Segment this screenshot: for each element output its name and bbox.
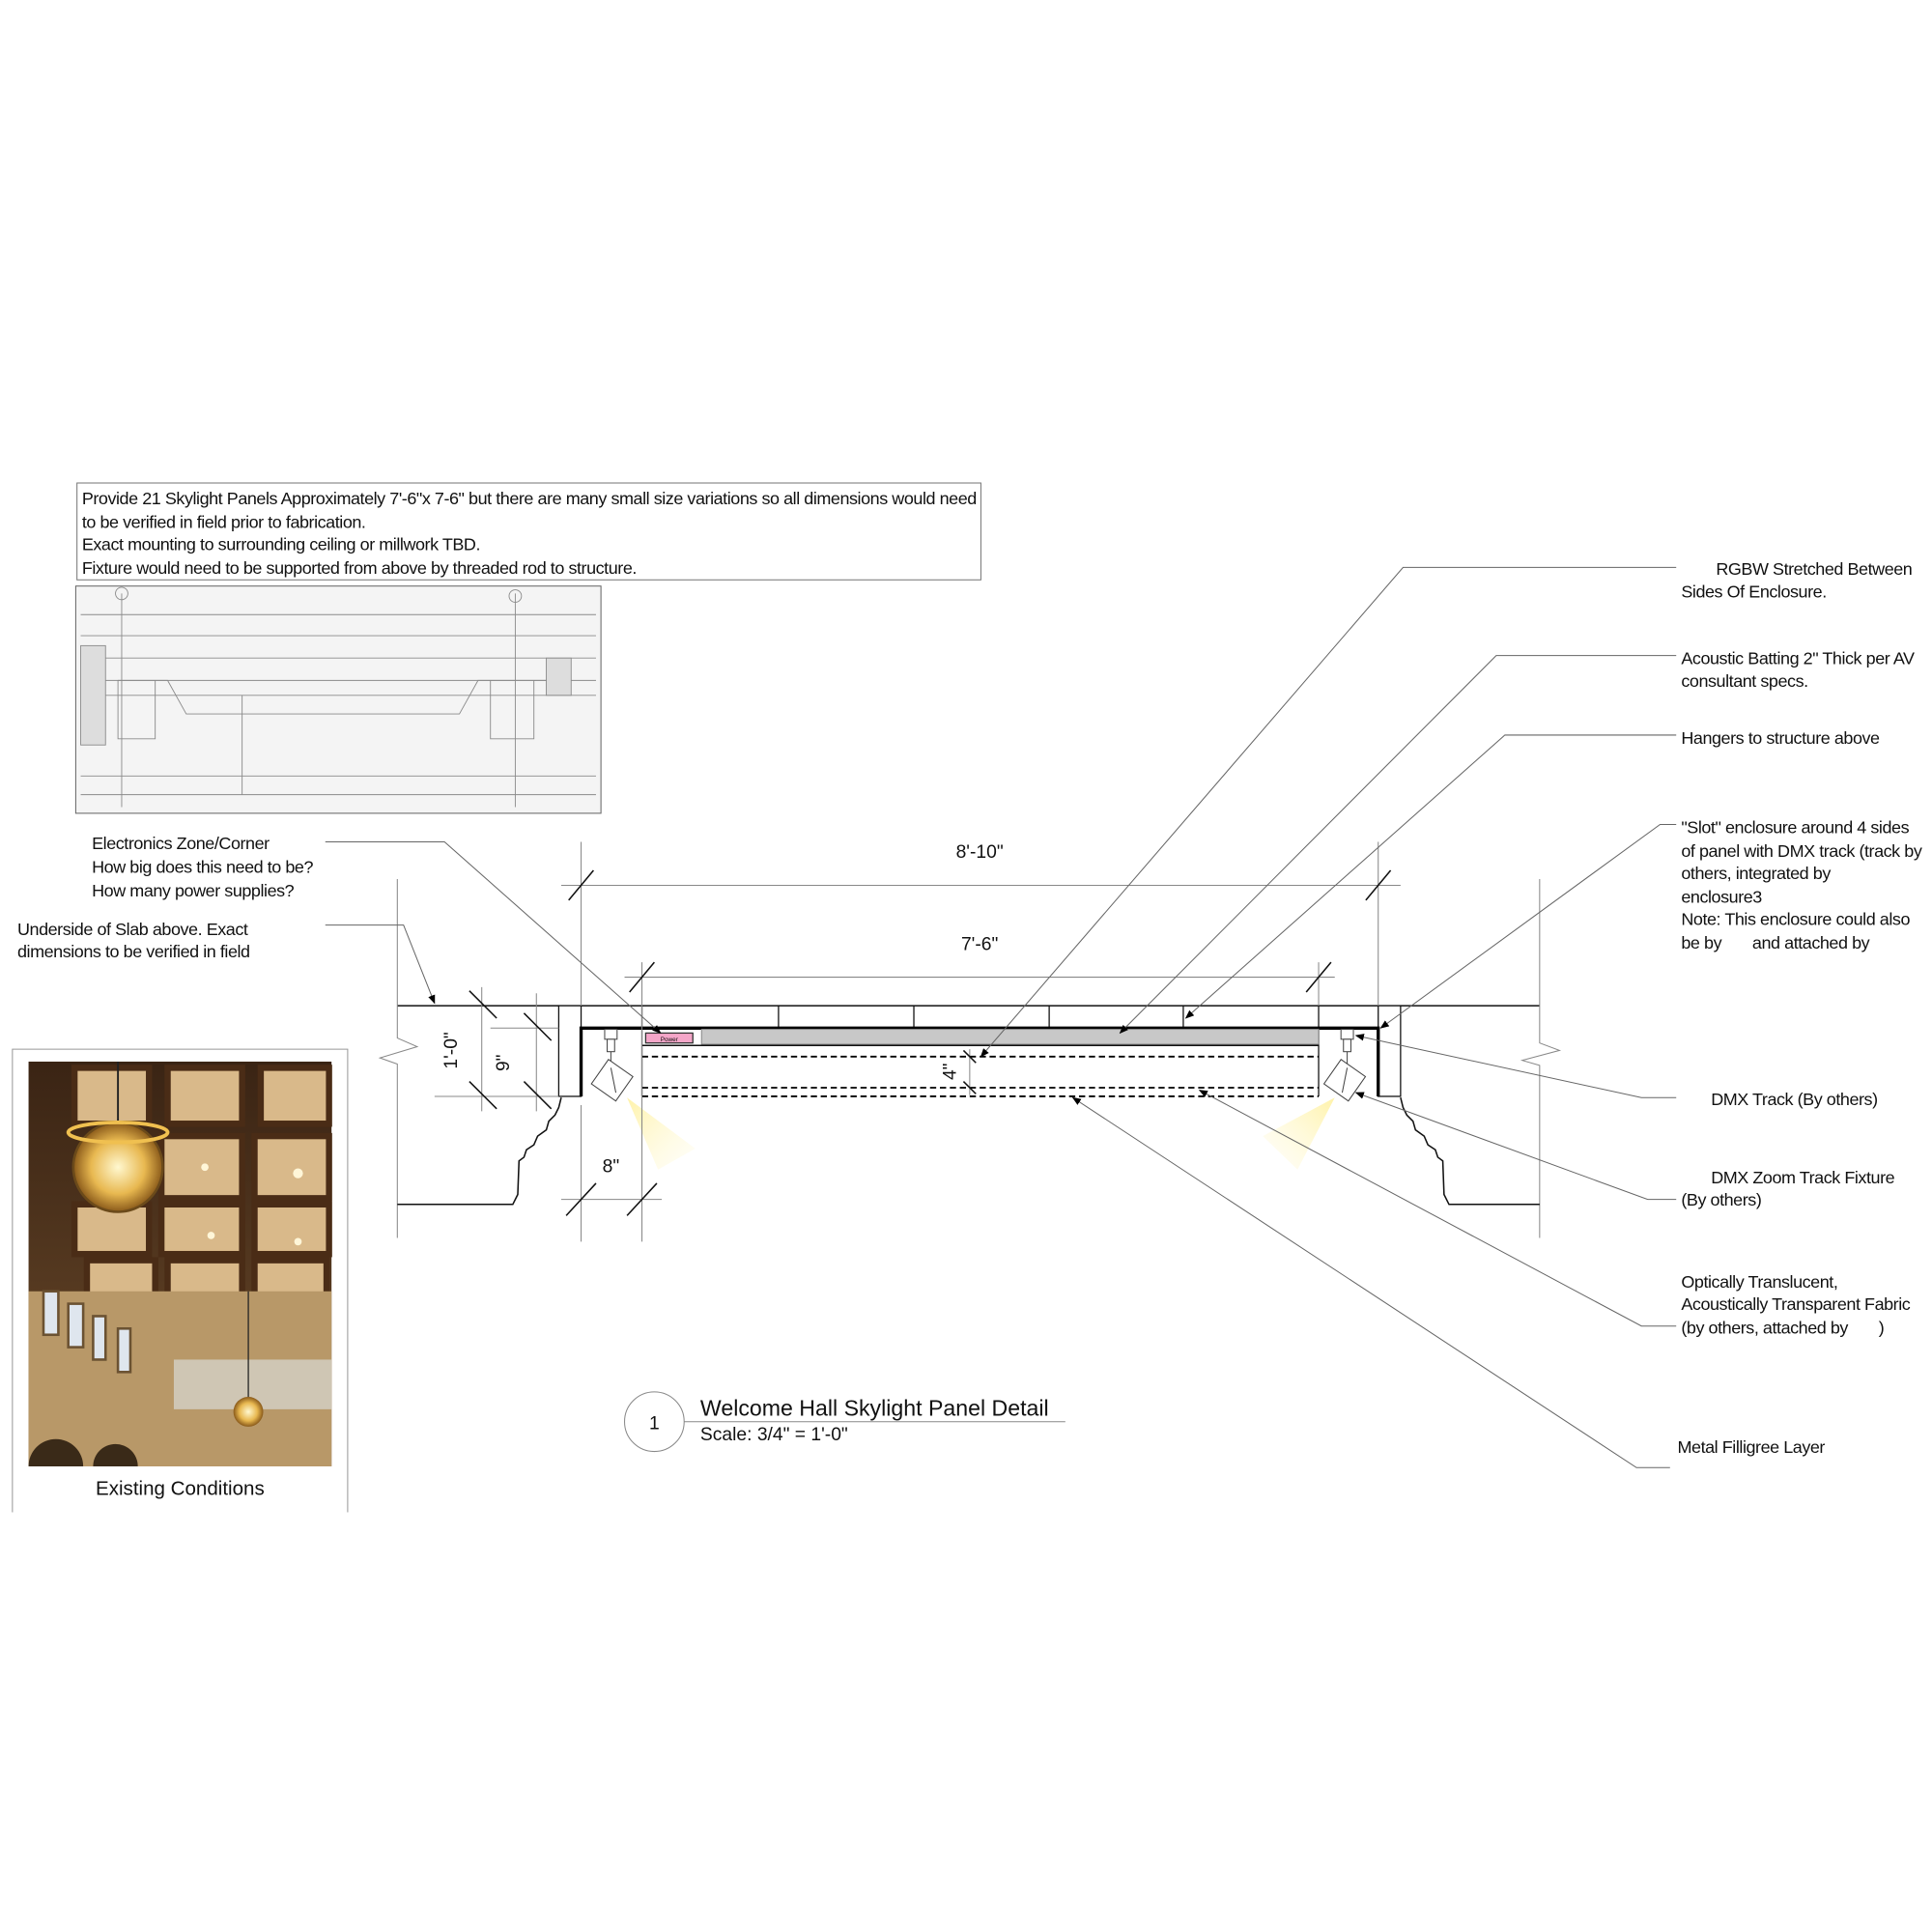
label-line: Metal Filligree Layer	[1677, 1436, 1825, 1457]
label-line: Hangers to structure above	[1681, 727, 1880, 748]
detail-title: Welcome Hall Skylight Panel Detail	[699, 1395, 1049, 1421]
power-label: Power	[660, 1036, 678, 1043]
dimension-overall-label: 8'-10"	[955, 842, 1004, 864]
dimension-overall	[561, 841, 1401, 1006]
note-line: Provide 21 Skylight Panels Approximately 7'-6"x 7-6" but there are many small size variations so all dimensions would need	[81, 488, 977, 508]
fabric-layers	[642, 1057, 1320, 1096]
dimension-enclosure-label: 9"	[493, 1054, 514, 1072]
label-hangers	[1681, 728, 1880, 748]
label-line: Electronics Zone/Corner	[92, 834, 270, 854]
general-notes	[77, 483, 981, 580]
label-rgbw	[1681, 559, 1912, 601]
dimension-slot-label: 8"	[602, 1156, 620, 1178]
note-line: Exact mounting to surrounding ceiling or millwork TBD.	[81, 534, 481, 554]
dimension-panel-label: 7'-6"	[960, 934, 999, 955]
label-filigree	[1678, 1437, 1826, 1457]
label-line: of panel with DMX track (track by	[1681, 840, 1922, 861]
label-acoustic-batting	[1681, 649, 1915, 691]
label-line: dimensions to be verified in field	[16, 942, 250, 962]
dmx-track-fixture-right-icon	[1324, 1030, 1366, 1101]
label-line: How many power supplies?	[92, 881, 295, 901]
note-line: to be verified in field prior to fabrication.	[81, 512, 366, 532]
dimension-fabric-gap-label: 4"	[940, 1063, 961, 1081]
label-line: How big does this need to be?	[92, 857, 314, 877]
label-line: Sides Of Enclosure.	[1681, 582, 1827, 602]
label-line: Underside of Slab above. Exact	[16, 919, 248, 939]
label-line: consultant specs.	[1681, 670, 1808, 691]
label-underside-slab	[17, 920, 250, 961]
acoustic-batting	[701, 1030, 1319, 1044]
label-dmx-track	[1711, 1090, 1877, 1109]
label-electronics-zone	[92, 834, 313, 900]
detail-number: 1	[649, 1413, 660, 1435]
label-line: Optically Translucent,	[1681, 1271, 1838, 1292]
label-line: enclosure3	[1681, 887, 1762, 907]
detail-title-block	[625, 1392, 1065, 1452]
label-line: "Slot" enclosure around 4 sides	[1681, 817, 1910, 838]
label-line: be by and attached by	[1681, 933, 1870, 953]
label-dmx-zoom-fixture	[1681, 1168, 1894, 1209]
detail-scale: Scale: 3/4" = 1'-0"	[699, 1425, 848, 1446]
power-supply-box	[645, 1033, 693, 1042]
historic-blueprint-image	[75, 586, 601, 813]
ceiling-moulding	[397, 1097, 1540, 1205]
label-line: DMX Track (By others)	[1711, 1089, 1878, 1109]
label-line: DMX Zoom Track Fixture	[1711, 1167, 1895, 1187]
existing-conditions-photo-frame	[13, 1049, 348, 1512]
slot-enclosure	[558, 1006, 1400, 1096]
label-line: others, integrated by	[1681, 864, 1831, 884]
light-beam-right	[1263, 1097, 1335, 1170]
label-line: Acoustically Transparent Fabric	[1681, 1294, 1911, 1315]
dmx-track-fixture-left-icon	[591, 1030, 633, 1101]
label-line: RGBW Stretched Between	[1716, 559, 1913, 580]
label-line: Note: This enclosure could also	[1681, 909, 1911, 929]
label-line: Acoustic Batting 2" Thick per AV	[1681, 648, 1915, 668]
label-line: (By others)	[1681, 1190, 1762, 1210]
light-beam-left	[627, 1097, 696, 1170]
note-line: Fixture would need to be supported from above by threaded rod to structure.	[81, 557, 637, 578]
label-slot-enclosure	[1681, 817, 1921, 952]
existing-conditions-photo	[29, 1062, 332, 1466]
label-line: (by others, attached by )	[1681, 1318, 1885, 1338]
photo-caption: Existing Conditions	[96, 1477, 265, 1500]
dimension-depth-label: 1'-0"	[441, 1032, 463, 1069]
label-fabric	[1681, 1272, 1910, 1338]
